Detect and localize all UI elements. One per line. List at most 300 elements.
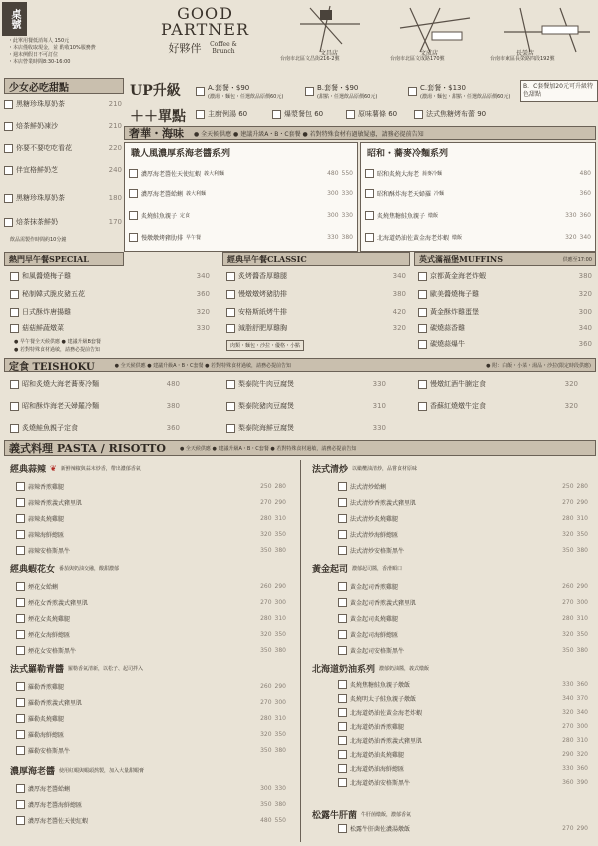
checkbox[interactable] [338,736,347,745]
luxury-header [124,126,596,140]
item-name: 羅勒海鮮總匯 [28,731,65,739]
list-item[interactable] [338,628,588,640]
list-item[interactable] [226,322,406,334]
item-name: 黃金起司香煎雞腿 [350,583,399,591]
checkbox[interactable] [338,546,347,555]
side-1[interactable] [196,108,247,120]
list-item[interactable] [4,98,122,110]
checkbox[interactable] [338,482,347,491]
brunch-muffin-header [414,252,596,266]
item-name: 香蘇紅燒燉牛定食 [430,402,486,410]
checkbox[interactable] [16,714,25,723]
list-item[interactable] [16,782,286,794]
note-1: ・此單用餐低消每人 150元 [8,38,70,44]
item-price-member: 280 [260,514,272,522]
group-title: 法式羅勒青醬 [10,665,65,675]
item-price-member: 270 [562,498,574,506]
item-name: 黃金起司安格斯黑牛 [350,647,405,655]
item-price: 220 [108,144,122,152]
luxury-left-title: 職人風濃厚系海老醬系列 [131,149,231,159]
checkbox[interactable] [16,682,25,691]
list-item[interactable] [16,814,286,826]
checkbox[interactable] [365,233,374,242]
checkbox[interactable] [338,824,347,833]
item-name: 歐美醬燒梅子雞 [430,290,479,298]
checkbox[interactable] [10,424,19,433]
item-price: 330 [196,324,210,332]
list-item[interactable] [16,544,286,556]
item-price: 330 [341,211,353,219]
checkbox[interactable] [338,680,347,689]
item-price-member: 350 [260,646,272,654]
item-name: 北海道奶油海鮮總匯 [350,765,405,773]
list-item[interactable] [418,400,578,412]
checkbox[interactable] [226,308,235,317]
list-item[interactable] [4,142,122,154]
checkbox[interactable] [16,482,25,491]
checkbox[interactable] [418,340,427,349]
item-price: 300 [274,698,286,706]
list-item[interactable] [4,120,122,132]
pasta-title: 義式料理 PASTA / RISOTTO [9,442,166,455]
item-price: 310 [576,514,588,522]
pasta-group-olive [312,462,592,555]
list-item[interactable] [10,306,210,318]
list-item[interactable] [365,167,591,179]
checkbox[interactable] [365,169,374,178]
item-price-member: 350 [260,746,272,754]
item-price-member: 280 [562,614,574,622]
pasta-divider [300,460,301,842]
item-price-member: 320 [260,630,272,638]
list-item[interactable] [226,378,386,390]
list-item[interactable] [16,728,286,740]
list-item[interactable] [16,480,286,492]
item-price: 320 [196,308,210,316]
checkbox[interactable] [16,646,25,655]
checkbox[interactable] [129,169,138,178]
list-item[interactable] [16,696,286,708]
checkbox[interactable] [338,708,347,717]
checkbox[interactable] [414,110,423,119]
item-name: 碳燒蒜爆牛 [430,340,465,348]
teishoku-note-right: ● 附：白飯・小菜・湯品・沙拉(限定時段供應) [486,362,591,369]
list-item[interactable] [226,288,406,300]
item-price-member: 320 [565,233,577,241]
checkbox[interactable] [226,272,235,281]
pasta-group-shrimp [10,764,290,825]
item-name: 碳燒蒜香雞 [430,324,465,332]
list-item[interactable] [338,480,588,492]
list-item[interactable] [418,306,592,318]
item-price: 330 [372,380,386,388]
checkbox[interactable] [10,402,19,411]
checkbox[interactable] [338,694,347,703]
item-name: 慢燉燉烤豬肋排 [238,290,287,298]
list-item[interactable] [338,496,588,508]
list-item[interactable] [10,270,210,282]
checkbox[interactable] [226,424,235,433]
item-price: 350 [274,730,286,738]
item-price: 390 [576,778,588,786]
pasta-group-hokkaido [312,662,592,787]
checkbox[interactable] [338,778,347,787]
list-item[interactable] [16,580,286,592]
list-item[interactable] [10,378,180,390]
item-name: 慢燉紅酒牛腩定食 [430,380,486,388]
list-item[interactable] [16,680,286,692]
item-price: 360 [166,424,180,432]
checkbox[interactable] [418,324,427,333]
checkbox[interactable] [4,166,13,175]
group-desc: 使用紅蝦與蝦頭熬製，加入大量甜蝦膏 [59,768,145,774]
list-item[interactable] [16,712,286,724]
item-name: 蒜辣安格斯黑牛 [28,547,71,555]
pasta-group-tomato [10,562,290,655]
checkbox[interactable] [10,324,19,333]
item-name: 羅勒香煎義式豬里肌 [28,699,83,707]
list-item[interactable] [4,164,122,176]
note-2: ・本店僅收取現金，並 酌收10%服務費 [8,45,96,51]
checkbox[interactable] [129,211,138,220]
item-name: 北海道奶油香煎義式豬里肌 [350,737,423,745]
set-a-option[interactable] [196,80,306,102]
checkbox[interactable] [16,746,25,755]
item-price: 380 [166,402,180,410]
checkbox[interactable] [365,189,374,198]
checkbox[interactable] [16,816,25,825]
item-name: 北海道奶油佐黃金海老炸蝦 [377,234,450,242]
checkbox[interactable] [10,272,19,281]
item-name: 羅勒安格斯黑牛 [28,747,71,755]
item-price: 350 [274,530,286,538]
item-price-member: 320 [562,530,574,538]
item-price: 280 [274,482,286,490]
checkbox[interactable] [16,630,25,639]
list-item[interactable] [129,187,353,199]
list-item[interactable] [338,692,588,704]
brunch-classic-title: 經典早午餐CLASSIC [227,253,307,264]
set-b-label: B.套餐・$90 [317,83,359,92]
loc-4-addr: 台南市東區長榮路四段192號 [490,56,555,62]
item-name: 伴宜格鮮奶芝 [16,166,58,174]
item-price: 480 [579,169,591,177]
chili-icon: ❦ [50,464,57,473]
item-name: 北海道奶油安格斯黑牛 [350,779,411,787]
checkbox[interactable] [226,324,235,333]
brand-en-2: PARTNER [160,20,249,39]
teishoku-header [4,358,596,372]
side-label: 原味薯條 60 [358,110,398,118]
pasta-group-pesto [10,662,290,755]
item-name: 昭和酥炸海老天婦羅 [377,190,432,198]
item-price: 360 [576,680,588,688]
item-name: 羅勒炙燒雞腿 [28,715,65,723]
list-item[interactable] [226,400,386,412]
checkbox[interactable] [4,218,13,227]
item-price-member: 320 [562,708,574,716]
checkbox[interactable] [338,614,347,623]
checkbox[interactable] [346,110,355,119]
list-item[interactable] [338,512,588,524]
luxury-right-title: 昭和・蕎麥冷麵系列 [367,149,449,159]
list-item[interactable] [418,322,592,334]
item-price-member: 280 [562,514,574,522]
item-name: 蒜辣香煎義式豬里肌 [28,499,83,507]
list-item[interactable] [338,734,588,746]
list-item[interactable] [338,822,588,834]
list-item[interactable] [365,187,591,199]
checkbox[interactable] [16,784,25,793]
checkbox[interactable] [16,598,25,607]
checkbox[interactable] [129,189,138,198]
group-desc: 番茄與奶油交融，酸甜濃郁 [59,566,120,572]
list-item[interactable] [338,776,588,788]
list-item[interactable] [338,612,588,624]
checkbox[interactable] [418,290,427,299]
item-tag: 早午餐 [186,234,202,241]
item-price-member: 350 [260,800,272,808]
teishoku-title: 定食 TEISHOKU [9,361,95,373]
checkbox[interactable] [196,87,205,96]
side-4[interactable] [414,108,486,120]
checkbox[interactable] [338,646,347,655]
list-item[interactable] [365,209,591,221]
list-item[interactable] [338,706,588,718]
list-item[interactable] [418,288,592,300]
item-name: 炙燒明太子鮭魚親子燉飯 [350,695,417,703]
list-item[interactable] [338,748,588,760]
checkbox[interactable] [16,614,25,623]
list-item[interactable] [16,744,286,756]
list-item[interactable] [10,288,210,300]
item-price-member: 270 [260,598,272,606]
list-item[interactable] [10,400,180,412]
luxury-right-panel [360,142,596,252]
item-name: 黃金起司香煎義式豬里肌 [350,599,417,607]
checkbox[interactable] [4,144,13,153]
list-item[interactable] [16,628,286,640]
item-price-member: 350 [562,646,574,654]
item-price: 360 [579,211,591,219]
checkbox[interactable] [338,530,347,539]
list-item[interactable] [129,209,353,221]
item-price: 360 [196,290,210,298]
list-item[interactable] [226,270,406,282]
side-3[interactable] [346,108,397,120]
header-notes [8,38,108,66]
item-price: 300 [576,722,588,730]
list-item[interactable] [418,378,578,390]
item-name: 羅勒香煎雞腿 [28,683,65,691]
checkbox[interactable] [16,530,25,539]
item-price-member: 270 [562,824,574,832]
list-item[interactable] [418,338,592,350]
desserts-title: 少女必吃甜點 [9,82,69,94]
brunch-special-header [4,252,124,266]
group-title: 松露牛肝菌 [312,811,358,821]
item-price-member: 300 [260,784,272,792]
list-item[interactable] [365,231,591,243]
item-name: 煙花女海鮮總匯 [28,631,71,639]
checkbox[interactable] [338,498,347,507]
checkbox[interactable] [418,402,427,411]
item-name: 黃金起司炙燒雞腿 [350,615,399,623]
list-item[interactable] [129,167,353,179]
checkbox[interactable] [418,272,427,281]
set-c-option[interactable] [408,80,518,102]
list-item[interactable] [129,231,353,243]
checkbox[interactable] [338,764,347,773]
item-price: 380 [392,290,406,298]
checkbox[interactable] [16,698,25,707]
item-price-member: 280 [260,714,272,722]
checkbox[interactable] [338,514,347,523]
pasta-header [4,440,596,456]
item-price-member: 250 [562,482,574,490]
item-name: 你要不要吃吃看花 [16,144,72,152]
item-price: 180 [108,194,122,202]
set-b-option[interactable] [305,80,405,102]
list-item[interactable] [338,580,588,592]
item-name: 焙茶抹茶鮮奶 [16,218,58,226]
checkbox[interactable] [16,800,25,809]
list-item[interactable] [16,512,286,524]
item-price: 290 [274,498,286,506]
checkbox[interactable] [16,514,25,523]
list-item[interactable] [10,322,210,334]
checkbox[interactable] [16,498,25,507]
checkbox[interactable] [4,194,13,203]
item-name: 慢燉燉烤豬肋排 [141,234,184,242]
item-name: 法式清炒安格斯黑牛 [350,547,405,555]
item-name: 北海道奶油香煎雞腿 [350,723,405,731]
item-price: 350 [576,530,588,538]
checkbox[interactable] [226,402,235,411]
checkbox[interactable] [408,87,417,96]
item-name: 濃厚海老醬佐天使紅蝦 [141,170,202,178]
list-item[interactable] [338,644,588,656]
list-item[interactable] [16,644,286,656]
list-item[interactable] [16,798,286,810]
checkbox[interactable] [16,582,25,591]
list-item[interactable] [338,596,588,608]
brand-logo [155,6,255,56]
item-price: 210 [108,100,122,108]
group-desc: 牛肝菌燉飯，濃郁香氣 [361,812,412,818]
item-price: 480 [166,380,180,388]
item-price-member: 480 [260,816,272,824]
list-item[interactable] [16,528,286,540]
item-name: 日式酥炸唐揚雞 [22,308,71,316]
table-label: 桌號 [9,9,20,29]
checkbox[interactable] [196,110,205,119]
item-price-member: 350 [562,546,574,554]
group-title: 法式清炒 [312,465,349,475]
list-item[interactable] [338,720,588,732]
list-item[interactable] [16,612,286,624]
item-name: 炙燒焦糖鮭魚親子燉飯 [350,681,411,689]
checkbox[interactable] [4,122,13,131]
item-tag: 燉飯 [428,212,439,219]
item-price-member: 320 [562,630,574,638]
item-price: 340 [196,272,210,280]
checkbox[interactable] [10,290,19,299]
item-name: 炙燒鮭魚親子定食 [22,424,78,432]
list-item[interactable] [338,762,588,774]
item-price: 380 [578,272,592,280]
checkbox[interactable] [338,722,347,731]
item-name: 北海道奶油炙燒雞腿 [350,751,405,759]
item-name: 昭和酥炸海老天婦羅冷麵 [22,402,99,410]
checkbox[interactable] [338,598,347,607]
checkbox[interactable] [226,380,235,389]
list-item[interactable] [226,306,406,318]
item-name: 法式清炒香煎義式豬里肌 [350,499,417,507]
checkbox[interactable] [10,380,19,389]
list-item[interactable] [338,544,588,556]
list-item[interactable] [10,422,180,434]
checkbox[interactable] [418,380,427,389]
item-price-member: 300 [327,211,339,219]
checkbox[interactable] [226,290,235,299]
item-price: 550 [341,169,353,177]
checkbox[interactable] [16,730,25,739]
list-item[interactable] [338,528,588,540]
checkbox[interactable] [338,750,347,759]
checkbox[interactable] [10,308,19,317]
item-price: 380 [274,546,286,554]
list-item[interactable] [4,192,122,204]
item-price-member: 270 [562,598,574,606]
list-item[interactable] [16,596,286,608]
item-name: 炙燒焦糖鮭魚親子 [377,212,426,220]
list-item[interactable] [16,496,286,508]
checkbox[interactable] [16,546,25,555]
item-name: 和風醬燒梅子雞 [22,272,71,280]
luxury-notes: ● 全天候供應 ● 建議升級A・B・C套餐 ● 若對特殊食材有過敏疑慮，請務必提前告知 [194,130,424,138]
list-item[interactable] [338,678,588,690]
item-price: 210 [108,122,122,130]
item-tag: 義大利麵 [186,190,207,197]
list-item[interactable] [418,270,592,282]
checkbox[interactable] [338,630,347,639]
brunch-muffin-title: 英式滿福堡MUFFINS [419,253,504,264]
item-price: 330 [274,784,286,792]
item-name: 松露牛肝菌佐濃湯燉飯 [350,825,411,833]
item-name: 黑糖珍珠厚奶茶 [16,194,65,202]
desserts-list [4,96,124,246]
checkbox[interactable] [338,582,347,591]
checkbox[interactable] [129,233,138,242]
item-price: 290 [274,682,286,690]
item-name: 減脂舒肥厚雞胸 [238,324,287,332]
luxury-left-panel [124,142,358,252]
list-item[interactable] [226,422,386,434]
brunch-note-2: ● 若對特殊食材過敏，請務必提前告知 [14,347,100,353]
side-2[interactable] [272,108,323,120]
item-price-member: 260 [260,682,272,690]
checkbox[interactable] [305,87,314,96]
checkbox[interactable] [418,308,427,317]
item-name: 煙花女香煎義式豬里肌 [28,599,89,607]
checkbox[interactable] [272,110,281,119]
checkbox[interactable] [365,211,374,220]
item-price-member: 330 [562,680,574,688]
list-item[interactable] [4,216,122,228]
item-price-member: 350 [260,546,272,554]
checkbox[interactable] [4,100,13,109]
